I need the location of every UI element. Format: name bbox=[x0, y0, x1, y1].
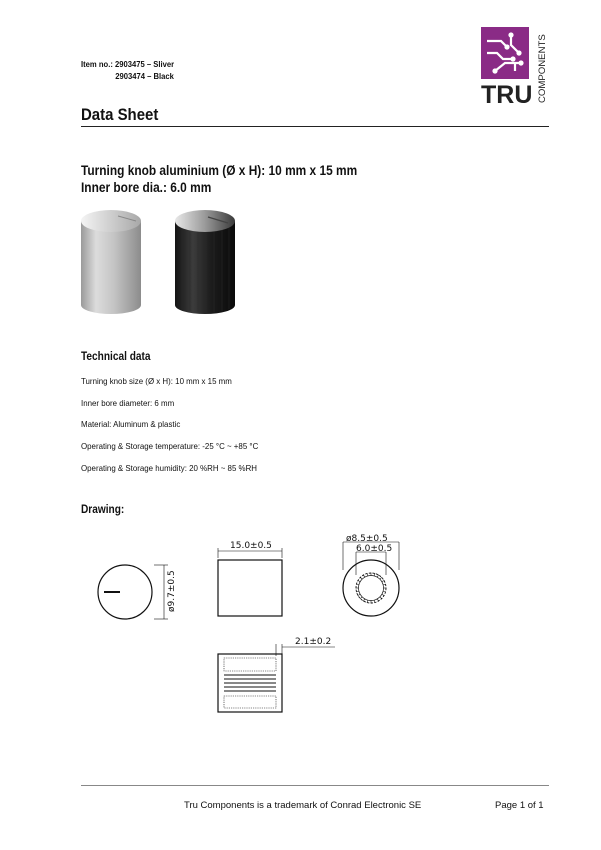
silver-knob bbox=[81, 210, 141, 314]
dim-inner-label: 6.0±0.5 bbox=[356, 544, 393, 554]
dim-depth-label: 2.1±0.2 bbox=[295, 637, 332, 647]
item-number-silver: 2903475 – Sliver bbox=[115, 59, 175, 69]
dim-height-label: 15.0±0.5 bbox=[230, 541, 272, 551]
item-numbers bbox=[81, 58, 174, 82]
document-title: Data Sheet bbox=[81, 105, 159, 124]
drawing-cross-section bbox=[218, 637, 335, 712]
dim-diameter-label: ø9.7±0.5 bbox=[167, 570, 177, 612]
logo-brand-text: TRU bbox=[481, 81, 533, 109]
product-title bbox=[81, 162, 357, 196]
product-line-2: Inner bore dia.: 6.0 mm bbox=[81, 179, 212, 195]
drawing-side-view bbox=[218, 541, 282, 616]
spec-bore-diameter: Inner bore diameter: 6 mm bbox=[81, 398, 175, 408]
dim-outer-label: ø8.5±0.5 bbox=[346, 534, 388, 544]
black-knob bbox=[175, 210, 235, 314]
title-divider bbox=[81, 126, 549, 127]
footer-trademark: Tru Components is a trademark of Conrad Electronic SE bbox=[184, 800, 422, 811]
spline-tooth bbox=[356, 584, 359, 585]
spline-tooth bbox=[380, 577, 382, 579]
drawing-bottom-view bbox=[343, 534, 399, 616]
drawing-heading: Drawing: bbox=[81, 504, 125, 516]
product-line-1: Turning knob aluminium (Ø x H): 10 mm x 15 mm bbox=[81, 162, 358, 178]
logo-sub-text: COMPONENTS bbox=[537, 34, 548, 103]
tru-components-logo bbox=[481, 27, 549, 127]
drawing-top-view bbox=[98, 565, 177, 619]
spline-tooth bbox=[380, 597, 382, 599]
item-label: Item no.: bbox=[81, 59, 113, 69]
spec-humidity: Operating & Storage humidity: 20 %RH ~ 85 %RH bbox=[81, 463, 258, 473]
spec-material: Material: Aluminum & plastic bbox=[81, 419, 181, 429]
footer-page-number: Page 1 of 1 bbox=[495, 800, 544, 811]
item-number-black: 2903474 – Black bbox=[115, 71, 174, 81]
technical-data-heading: Technical data bbox=[81, 351, 151, 363]
product-photo bbox=[78, 205, 248, 320]
spline-tooth bbox=[360, 597, 362, 599]
spec-knob-size: Turning knob size (Ø x H): 10 mm x 15 mm bbox=[81, 376, 232, 386]
spline-tooth bbox=[383, 591, 386, 592]
spec-temperature: Operating & Storage temperature: -25 °C ~ +85 °C bbox=[81, 441, 259, 451]
footer-divider bbox=[81, 785, 549, 786]
technical-drawing bbox=[90, 530, 410, 725]
spline-tooth bbox=[360, 577, 362, 579]
